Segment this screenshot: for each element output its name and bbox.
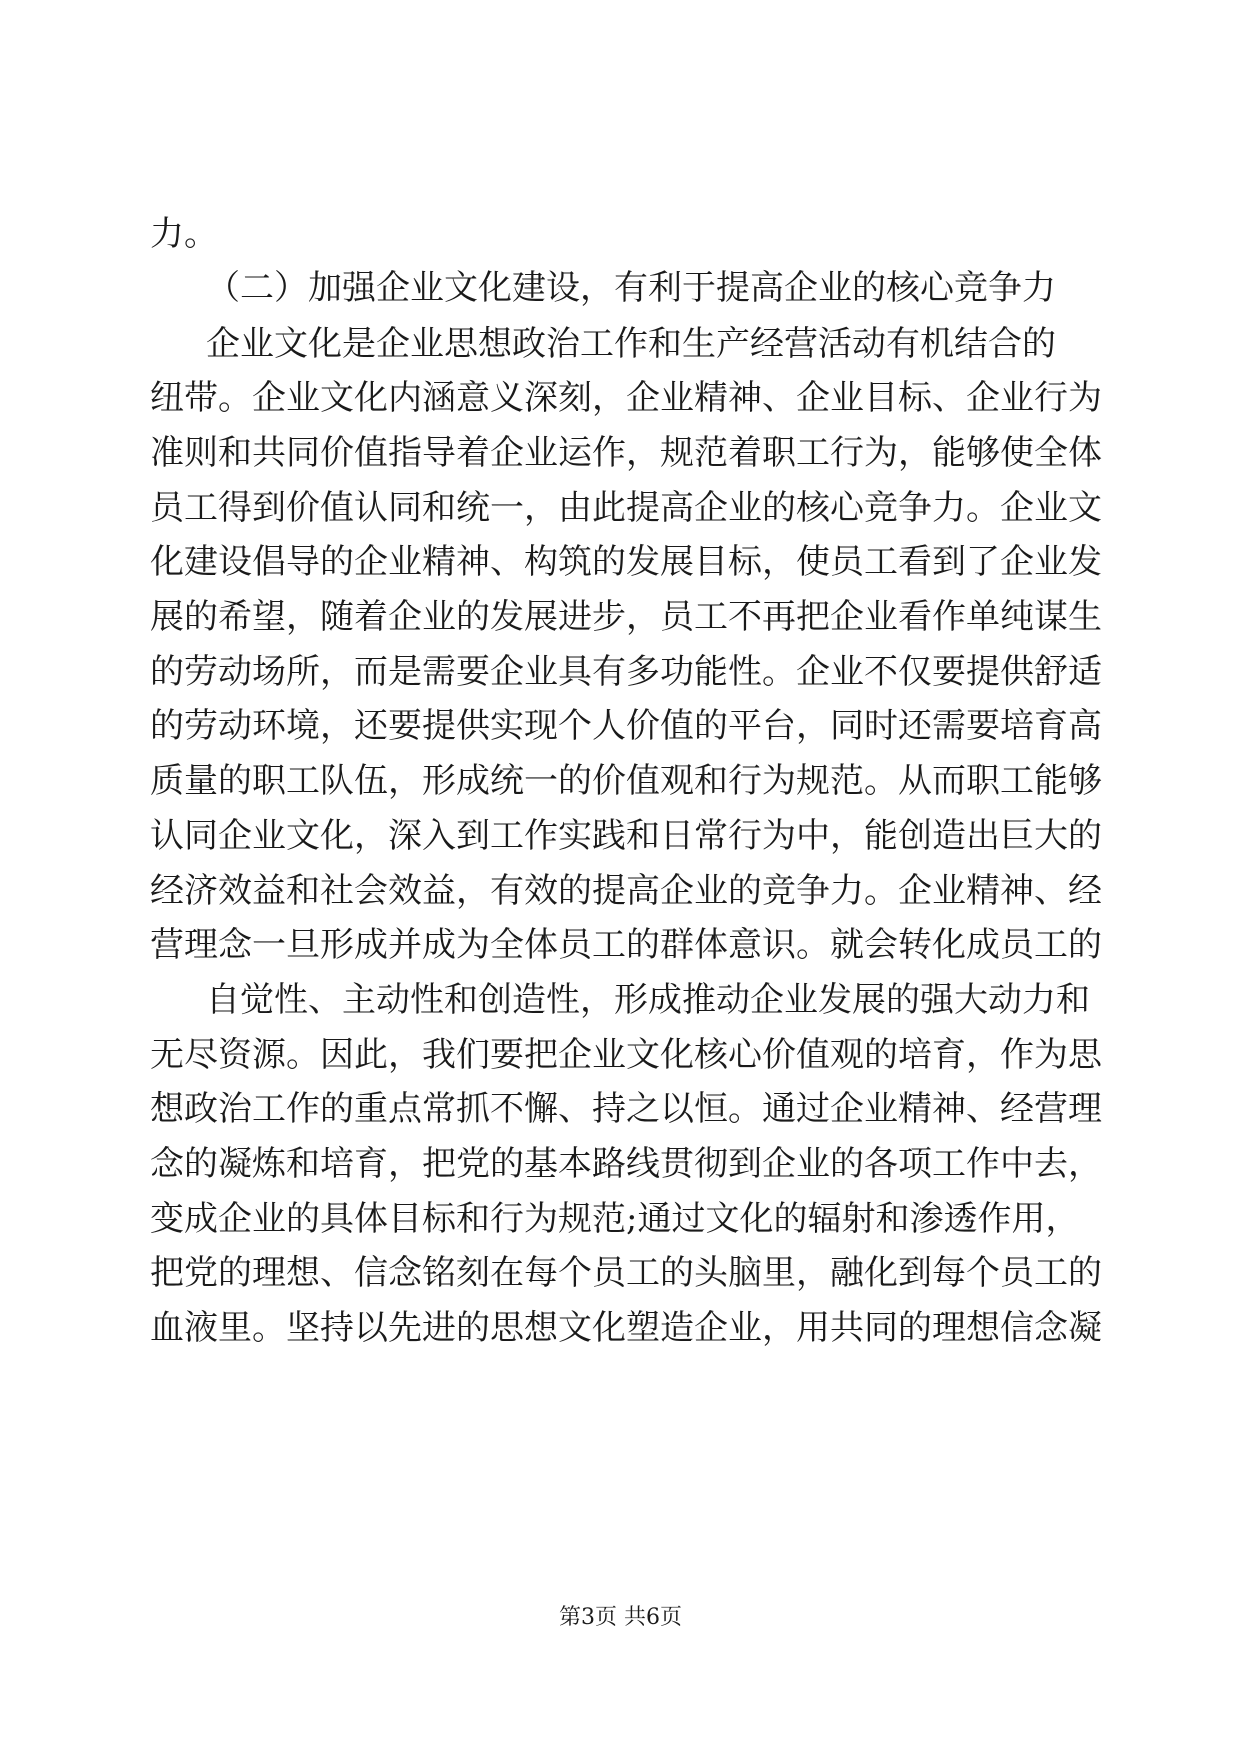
body-text-line: 企业文化是企业思想政治工作和生产经营活动有机结合的 [206,324,1056,364]
body-text-line: 质量的职工队伍，形成统一的价值观和行为规范。从而职工能够 [150,761,1102,801]
body-text-line: 纽带。企业文化内涵意义深刻，企业精神、企业目标、企业行为 [150,378,1102,418]
body-text-line: 的劳动环境，还要提供实现个人价值的平台，同时还需要培育高 [150,706,1102,746]
body-text-line: 变成企业的具体目标和行为规范;通过文化的辐射和渗透作用， [150,1199,1080,1239]
body-text-line: 自觉性、主动性和创造性，形成推动企业发展的强大动力和 [206,980,1090,1020]
body-text-line: 员工得到价值认同和统一，由此提高企业的核心竞争力。企业文 [150,488,1102,528]
page-number-footer: 第3页 共6页 [559,1605,682,1630]
body-text-line: 认同企业文化，深入到工作实践和日常行为中，能创造出巨大的 [150,816,1102,856]
body-text-line: 经济效益和社会效益，有效的提高企业的竞争力。企业精神、经 [150,871,1102,911]
body-text-line: 化建设倡导的企业精神、构筑的发展目标，使员工看到了企业发 [150,542,1102,582]
body-text-line: 把党的理想、信念铭刻在每个员工的头脑里，融化到每个员工的 [150,1253,1102,1293]
body-text-line: 力。 [150,214,218,254]
body-text-line: 无尽资源。因此，我们要把企业文化核心价值观的培育，作为思 [150,1035,1102,1075]
body-text-line: 准则和共同价值指导着企业运作，规范着职工行为，能够使全体 [150,433,1102,473]
body-text-line: 展的希望，随着企业的发展进步，员工不再把企业看作单纯谋生 [150,597,1102,637]
body-text-line: 念的凝炼和培育，把党的基本路线贯彻到企业的各项工作中去， [150,1144,1102,1184]
body-text-line: 想政治工作的重点常抓不懈、持之以恒。通过企业精神、经营理 [150,1089,1102,1129]
body-text-line: 营理念一旦形成并成为全体员工的群体意识。就会转化成员工的 [150,925,1102,965]
body-text-line: 血液里。坚持以先进的思想文化塑造企业，用共同的理想信念凝 [150,1308,1102,1348]
body-text-line: 的劳动场所，而是需要企业具有多功能性。企业不仅要提供舒适 [150,652,1102,692]
section-heading: （二）加强企业文化建设，有利于提高企业的核心竞争力 [206,268,1056,308]
